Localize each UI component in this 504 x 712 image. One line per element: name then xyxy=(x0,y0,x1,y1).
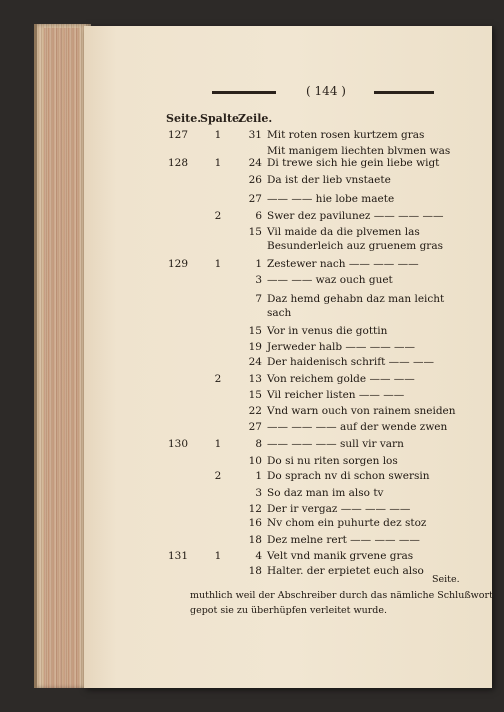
row-zeile: 12 xyxy=(248,503,262,515)
row-text: Vil maide da die plvemen las xyxy=(267,226,420,238)
row-text: Vor in venus die gottin xyxy=(267,325,388,337)
row-zeile: 15 xyxy=(248,389,262,401)
row-zeile: 1 xyxy=(255,258,262,270)
row-zeile: 24 xyxy=(248,356,262,368)
errata-row xyxy=(0,307,504,322)
row-seite: 127 xyxy=(168,129,189,141)
errata-row xyxy=(0,470,504,485)
errata-row xyxy=(0,421,504,436)
row-text: Mit manigem liechten blvmen was xyxy=(267,145,451,157)
row-zeile: 13 xyxy=(248,373,262,385)
errata-row xyxy=(0,174,504,189)
errata-row xyxy=(0,157,504,172)
row-text: So daz man im also tv xyxy=(267,487,384,499)
row-zeile: 27 xyxy=(248,421,262,433)
errata-row xyxy=(0,129,504,144)
page-header xyxy=(100,84,450,100)
row-zeile: 3 xyxy=(255,487,262,499)
row-zeile: 15 xyxy=(248,325,262,337)
row-text: Nv chom ein puhurte dez stoz xyxy=(267,517,427,529)
row-text: —— —— —— auf der wende zwen xyxy=(267,421,448,433)
row-spalte: 1 xyxy=(214,550,222,562)
row-zeile: 16 xyxy=(248,517,262,529)
row-zeile: 18 xyxy=(248,534,262,546)
header-rule-right xyxy=(374,91,434,94)
row-text: Do sprach nv di schon swersin xyxy=(267,470,430,482)
row-text: sach xyxy=(267,307,292,319)
row-text: Do si nu riten sorgen los xyxy=(267,455,398,467)
errata-row xyxy=(0,226,504,241)
row-seite: 130 xyxy=(168,438,189,450)
row-seite: 131 xyxy=(168,550,189,562)
errata-row xyxy=(0,373,504,388)
errata-row xyxy=(0,356,504,371)
row-spalte: 1 xyxy=(214,129,222,141)
errata-row xyxy=(0,455,504,470)
row-text: Di trewe sich hie gein liebe wigt xyxy=(267,157,440,169)
row-zeile: 18 xyxy=(248,565,262,577)
row-zeile: 4 xyxy=(255,550,262,562)
row-text: Dez melne rert —— —— —— xyxy=(267,534,420,546)
row-text: Jerweder halb —— —— —— xyxy=(267,341,416,353)
errata-row xyxy=(0,325,504,340)
errata-row xyxy=(0,438,504,453)
row-text: Swer dez pavilunez —— —— —— xyxy=(267,210,444,222)
row-spalte: 1 xyxy=(214,438,222,450)
row-seite: 128 xyxy=(168,157,189,169)
row-zeile: 22 xyxy=(248,405,262,417)
header-rule-left xyxy=(212,91,276,94)
row-zeile: 27 xyxy=(248,193,262,205)
row-zeile: 26 xyxy=(248,174,262,186)
errata-row xyxy=(0,389,504,404)
row-zeile: 19 xyxy=(248,341,262,353)
row-text: Der ir vergaz —— —— —— xyxy=(267,503,411,515)
errata-row xyxy=(0,534,504,549)
page-number: ( 144 ) xyxy=(306,84,346,98)
errata-row xyxy=(0,405,504,420)
row-text: —— —— hie lobe maete xyxy=(267,193,395,205)
row-zeile: 31 xyxy=(248,129,262,141)
row-zeile: 3 xyxy=(255,274,262,286)
row-text: Vnd warn ouch von rainem sneiden xyxy=(267,405,456,417)
row-text: Mit roten rosen kurtzem gras xyxy=(267,129,425,141)
errata-row xyxy=(0,210,504,225)
errata-row xyxy=(0,240,504,255)
row-text: Der haidenisch schrift —— —— xyxy=(267,356,434,368)
row-zeile: 24 xyxy=(248,157,262,169)
row-spalte: 2 xyxy=(214,210,222,222)
row-text: Daz hemd gehabn daz man leicht xyxy=(267,293,445,305)
row-zeile: 15 xyxy=(248,226,262,238)
row-spalte: 2 xyxy=(214,373,222,385)
row-zeile: 6 xyxy=(255,210,262,222)
row-text: Halter. der erpietet euch also xyxy=(267,565,424,577)
row-text: —— —— waz ouch guet xyxy=(267,274,393,286)
row-zeile: 10 xyxy=(248,455,262,467)
errata-row xyxy=(0,550,504,565)
row-text: Da ist der lieb vnstaete xyxy=(267,174,391,186)
row-text: Vil reicher listen —— —— xyxy=(267,389,405,401)
row-zeile: 8 xyxy=(255,438,262,450)
row-spalte: 1 xyxy=(214,258,222,270)
column-header-zeile: Zeile. xyxy=(238,112,273,125)
errata-row xyxy=(0,293,504,308)
row-spalte: 2 xyxy=(214,470,222,482)
row-zeile: 7 xyxy=(255,293,262,305)
footnote-catchword: Seite. xyxy=(432,574,460,585)
footnote-line: muthlich weil der Abschreiber durch das nämliche Schlußwort xyxy=(190,590,493,601)
row-spalte: 1 xyxy=(214,157,222,169)
column-header-seite: Seite. xyxy=(166,112,202,125)
row-seite: 129 xyxy=(168,258,189,270)
row-text: Von reichem golde —— —— xyxy=(267,373,415,385)
row-text: Zestewer nach —— —— —— xyxy=(267,258,419,270)
errata-row xyxy=(0,274,504,289)
row-zeile: 1 xyxy=(255,470,262,482)
errata-row xyxy=(0,193,504,208)
row-text: Besunderleich auz gruenem gras xyxy=(267,240,443,252)
errata-row xyxy=(0,503,504,518)
errata-row xyxy=(0,517,504,532)
footnote-line: gepot sie zu überhüpfen verleitet wurde. xyxy=(190,605,388,616)
row-text: Velt vnd manik grvene gras xyxy=(267,550,414,562)
errata-row xyxy=(0,258,504,273)
column-header-spalte: Spalte. xyxy=(200,112,243,125)
row-text: —— —— —— sull vir varn xyxy=(267,438,404,450)
errata-row xyxy=(0,341,504,356)
errata-row xyxy=(0,565,504,580)
errata-row xyxy=(0,487,504,502)
